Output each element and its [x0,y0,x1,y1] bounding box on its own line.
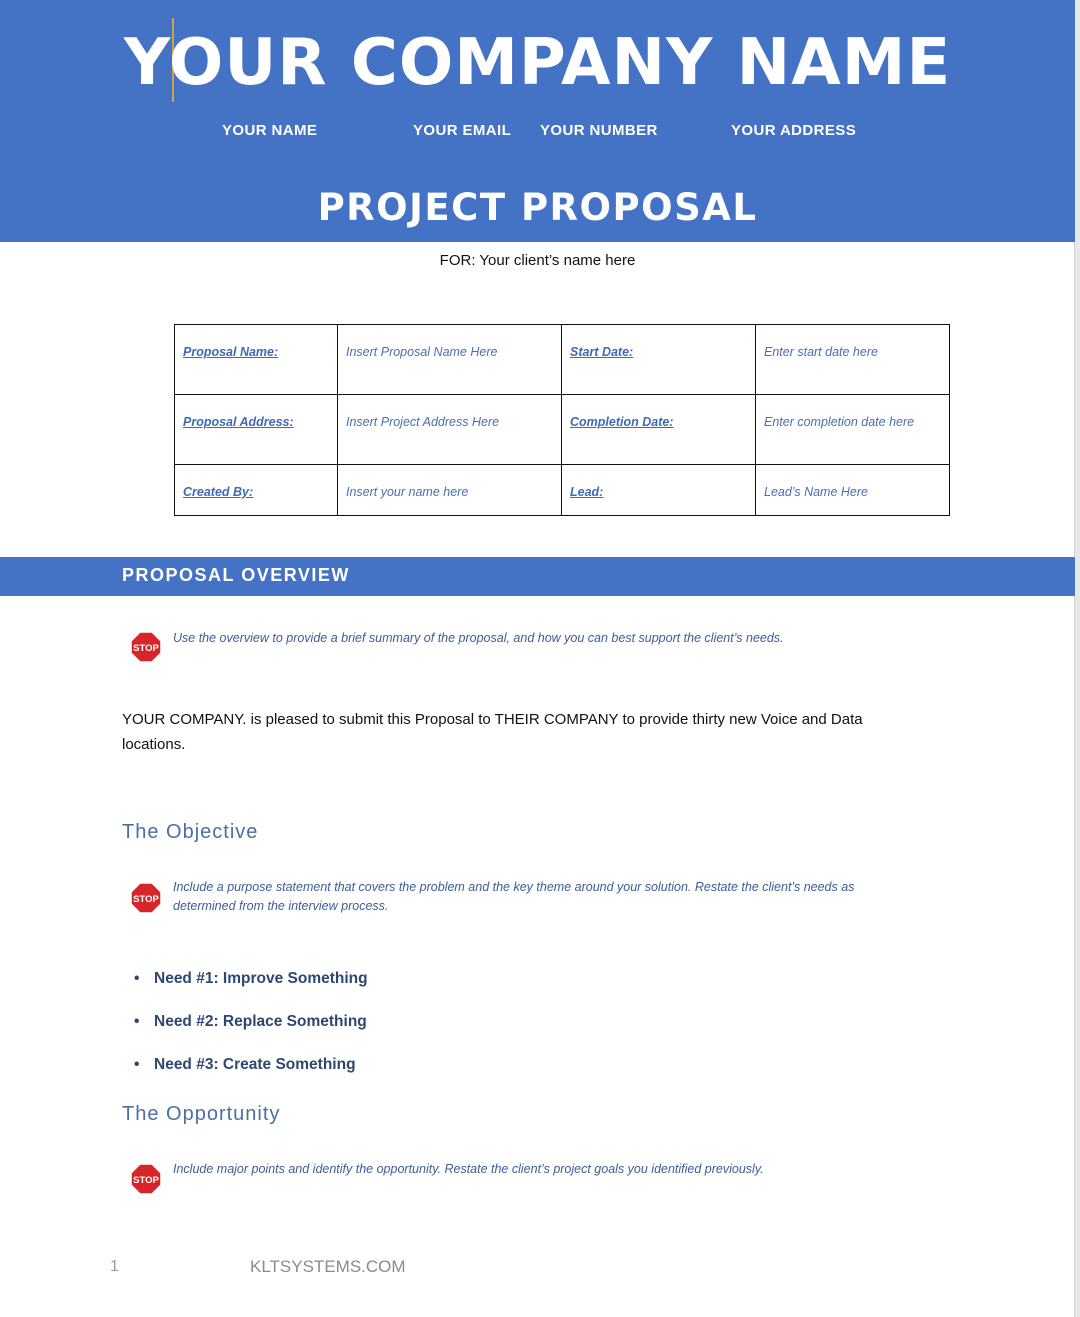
header-banner [0,0,1075,242]
bullet-icon: • [134,1013,140,1030]
proposal-address-label: Proposal Address: [175,395,338,465]
proposal-name-label: Proposal Name: [175,325,338,395]
proposal-name-value[interactable]: Insert Proposal Name Here [338,325,562,395]
proposal-title[interactable]: PROJECT PROPOSAL [317,186,758,229]
overview-body[interactable]: YOUR COMPANY. is pleased to submit this Proposal to THEIR COMPANY to provide thirty new Voice and Data locations. [122,711,863,753]
opportunity-note[interactable]: Include major points and identify the opportunity. Restate the client’s project goals you identified previously. [173,1162,764,1176]
stop-sign-label: STOP [133,1175,159,1186]
created-by-label: Created By: [175,465,338,516]
list-item[interactable] [134,970,368,1013]
stop-sign-label: STOP [133,643,159,654]
need-text: Need #1: Improve Something [154,970,368,987]
contact-number[interactable]: YOUR NUMBER [540,122,658,139]
contact-name[interactable]: YOUR NAME [222,122,318,139]
table-row [175,465,950,516]
contact-address[interactable]: YOUR ADDRESS [731,122,857,139]
stop-sign-icon [130,1163,162,1195]
table-row [175,395,950,465]
table-row [175,325,950,395]
contact-email[interactable]: YOUR EMAIL [413,122,512,139]
proposal-address-value[interactable]: Insert Project Address Here [338,395,562,465]
bullet-icon: • [134,970,140,987]
start-date-label: Start Date: [562,325,756,395]
proposal-overview-bar [0,557,1075,596]
stop-sign-label: STOP [133,894,159,905]
list-item[interactable] [134,1013,368,1056]
lead-label: Lead: [562,465,756,516]
objective-heading[interactable]: The Objective [122,821,259,843]
need-text: Need #3: Create Something [154,1056,356,1073]
for-line[interactable]: FOR: Your client’s name here [439,252,636,269]
section-title[interactable]: PROPOSAL OVERVIEW [122,565,350,585]
created-by-value[interactable]: Insert your name here [338,465,562,516]
page-number: 1 [110,1258,119,1275]
list-item[interactable] [134,1056,368,1099]
need-text: Need #2: Replace Something [154,1013,367,1030]
footer-website: KLTSYSTEMS.COM [250,1257,406,1276]
objective-note[interactable]: Include a purpose statement that covers the problem and the key theme around your solution. Restate the client’s needs as determined from the interview process. [173,880,855,913]
needs-list [134,970,368,1099]
stop-sign-icon [130,882,162,914]
overview-note[interactable]: Use the overview to provide a brief summary of the proposal, and how you can best support the client’s needs. [173,631,784,645]
opportunity-heading[interactable]: The Opportunity [122,1103,281,1125]
start-date-value[interactable]: Enter start date here [756,325,950,395]
stop-sign-icon [130,631,162,663]
lead-value[interactable]: Lead’s Name Here [756,465,950,516]
proposal-info-table [174,324,950,516]
completion-date-label: Completion Date: [562,395,756,465]
company-name[interactable]: YOUR COMPANY NAME [123,26,952,100]
completion-date-value[interactable]: Enter completion date here [756,395,950,465]
bullet-icon: • [134,1056,140,1073]
